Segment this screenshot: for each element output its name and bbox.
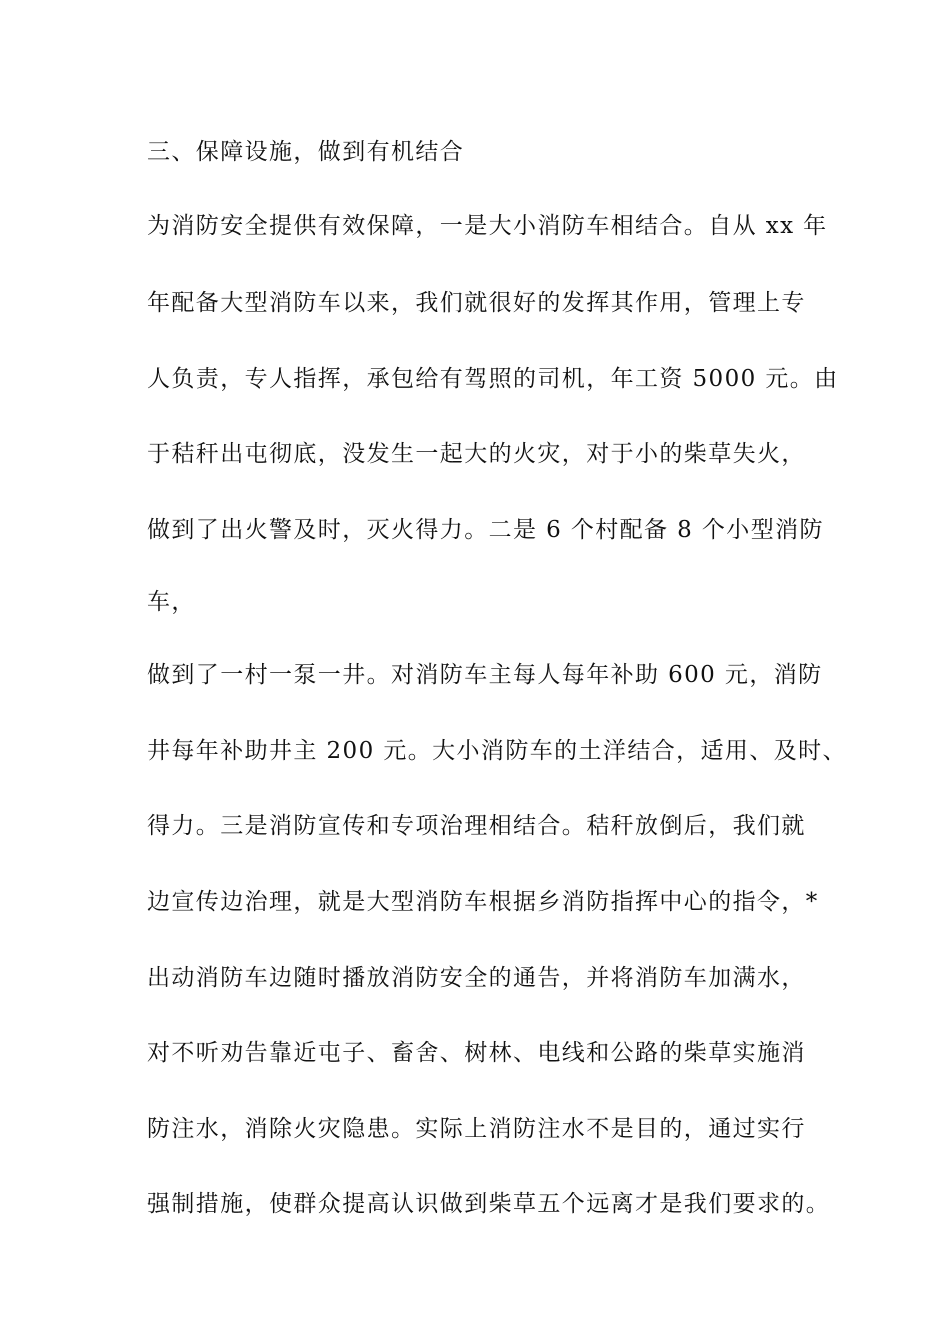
body-text-line: 做到了出火警及时，灭火得力。二是 6 个村配备 8 个小型消防 [147, 517, 824, 543]
body-text-line: 年配备大型消防车以来，我们就很好的发挥其作用，管理上专 [147, 290, 806, 316]
body-text-line: 井每年补助井主 200 元。大小消防车的土洋结合，适用、及时、 [147, 738, 847, 764]
body-text-line: 得力。三是消防宣传和专项治理相结合。秸秆放倒后，我们就 [147, 813, 806, 839]
body-text-line: 强制措施，使群众提高认识做到柴草五个远离才是我们要求的。 [147, 1191, 831, 1217]
section-heading: 三、保障设施，做到有机结合 [147, 139, 465, 165]
body-text-line: 人负责，专人指挥，承包给有驾照的司机，年工资 5000 元。由 [147, 366, 839, 392]
body-text-line: 于秸秆出屯彻底，没发生一起大的火灾，对于小的柴草失火， [147, 441, 806, 467]
body-text-line: 边宣传边治理，就是大型消防车根据乡消防指挥中心的指令，* [147, 889, 819, 915]
body-text-line: 车， [147, 589, 196, 615]
body-text-line: 对不听劝告靠近屯子、畜舍、树林、电线和公路的柴草实施消 [147, 1040, 806, 1066]
body-text-line: 防注水，消除火灾隐患。实际上消防注水不是目的，通过实行 [147, 1116, 806, 1142]
body-text-line: 出动消防车边随时播放消防安全的通告，并将消防车加满水， [147, 965, 806, 991]
body-text-line: 为消防安全提供有效保障，一是大小消防车相结合。自从 xx 年 [147, 213, 828, 239]
body-text-line: 做到了一村一泵一井。对消防车主每人每年补助 600 元，消防 [147, 662, 823, 688]
